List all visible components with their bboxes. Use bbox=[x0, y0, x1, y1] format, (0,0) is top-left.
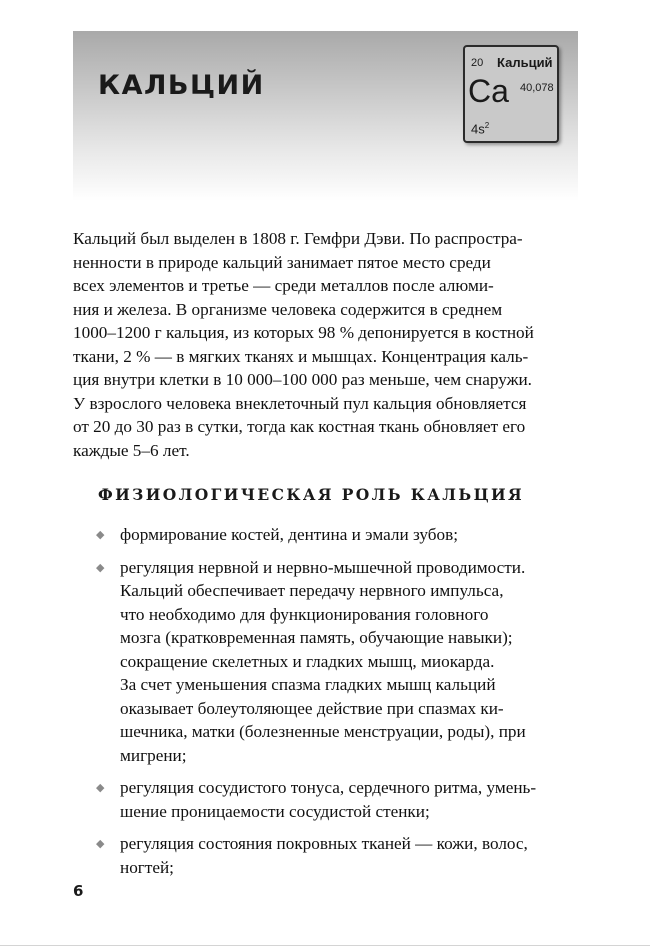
list-item-line: что необходимо для функционирования головного bbox=[120, 604, 489, 624]
element-name: Кальций bbox=[497, 55, 553, 70]
list-item bbox=[73, 832, 579, 879]
element-symbol: Ca bbox=[468, 73, 509, 109]
chapter-title: КАЛЬЦИЙ bbox=[98, 70, 265, 101]
intro-line: Кальций был выделен в 1808 г. Гемфри Дэви. По распростра- bbox=[73, 229, 523, 248]
list-item-line: регуляция нервной и нервно-мышечной проводимости. bbox=[120, 557, 526, 577]
list-item bbox=[73, 776, 579, 823]
atomic-number: 20 bbox=[471, 57, 484, 69]
intro-line: всех элементов и третье — среди металлов после алюми- bbox=[73, 276, 494, 295]
list-item-line: шение проницаемости сосудистой стенки; bbox=[120, 801, 430, 821]
list-item-line: оказывает болеутоляющее действие при спазмах ки- bbox=[120, 698, 504, 718]
page-bottom-divider bbox=[0, 945, 650, 946]
electron-configuration-superscript: 2 bbox=[484, 121, 490, 130]
intro-paragraph bbox=[73, 227, 579, 462]
intro-line: ткани, 2 % — в мягких тканях и мышцах. Концентрация каль- bbox=[73, 346, 529, 366]
diamond-bullet-icon: ◆ bbox=[96, 528, 105, 541]
list-item bbox=[73, 556, 579, 768]
list-item-line: ногтей; bbox=[120, 857, 174, 877]
electron-configuration bbox=[471, 121, 489, 136]
electron-configuration-main: 4s bbox=[471, 121, 485, 137]
list-item-line: сокращение скелетных и гладких мышц, миокарда. bbox=[120, 651, 495, 671]
diamond-bullet-icon: ◆ bbox=[96, 560, 105, 574]
list-item-line: мигрени; bbox=[120, 745, 187, 765]
intro-line: ненности в природе кальций занимает пятое место среди bbox=[73, 252, 491, 272]
list-item-line: регуляция сосудистого тонуса, сердечного ритма, умень- bbox=[120, 778, 537, 797]
list-item-line: мозга (кратковременная память, обучающие навыки); bbox=[120, 628, 513, 647]
list-item-line: регуляция состояния покровных тканей — кожи, волос, bbox=[120, 834, 528, 853]
list-item-line: формирование костей, дентина и эмали зубов; bbox=[120, 525, 458, 544]
intro-line: У взрослого человека внеклеточный пул кальция обновляется bbox=[73, 393, 527, 413]
list-item-line: шечника, матки (болезненные менструации, роды), при bbox=[120, 722, 526, 741]
page-number: 6 bbox=[73, 882, 84, 900]
periodic-element-card bbox=[463, 45, 559, 143]
intro-line: каждые 5–6 лет. bbox=[73, 440, 190, 460]
list-item-line: За счет уменьшения спазма гладких мышц кальций bbox=[120, 675, 496, 694]
intro-line: ния и железа. В организме человека содержится в среднем bbox=[73, 299, 503, 319]
intro-line: ция внутри клетки в 10 000–100 000 раз меньше, чем снаружи. bbox=[73, 370, 532, 389]
intro-line: 1000–1200 г кальция, из которых 98 % депонируется в костной bbox=[73, 323, 534, 342]
atomic-mass: 40,078 bbox=[520, 82, 554, 94]
diamond-bullet-icon: ◆ bbox=[96, 837, 105, 850]
intro-line: от 20 до 30 раз в сутки, тогда как костная ткань обновляет его bbox=[73, 417, 526, 436]
diamond-bullet-icon: ◆ bbox=[96, 781, 105, 794]
section-heading: ФИЗИОЛОГИЧЕСКАЯ РОЛЬ КАЛЬЦИЯ bbox=[98, 485, 525, 504]
list-item bbox=[73, 523, 579, 547]
list-item-line: Кальций обеспечивает передачу нервного импульса, bbox=[120, 581, 504, 600]
physiological-role-list bbox=[73, 523, 579, 888]
